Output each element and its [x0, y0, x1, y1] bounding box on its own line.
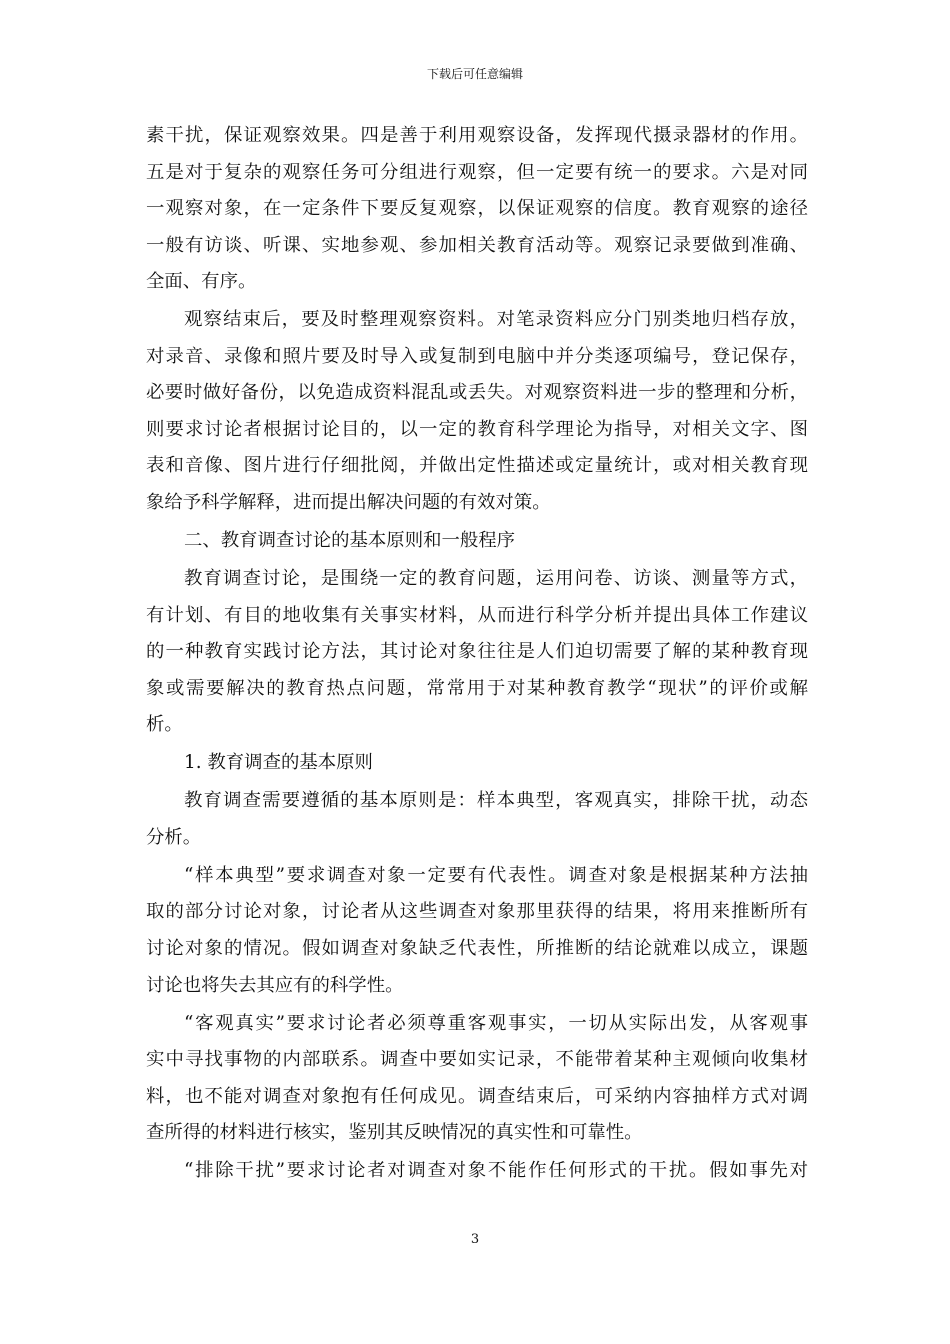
text-line: 料，也不能对调查对象抱有任何成见。调查结束后，可采纳内容抽样方式对调	[146, 1085, 808, 1107]
text-line: 一般有访谈、听课、实地参观、参加相关教育活动等。观察记录要做到准确、	[146, 234, 808, 256]
text-line: 全面、有序。	[146, 271, 257, 293]
text-line: 析。	[146, 714, 183, 736]
text-line: 素干扰，保证观察效果。四是善于利用观察设备，发挥现代摄录器材的作用。	[146, 125, 808, 146]
text-line: 取的部分讨论对象，讨论者从这些调查对象那里获得的结果，将用来推断所有	[146, 901, 808, 923]
text-line: 教育调查讨论，是围绕一定的教育问题，运用问卷、访谈、测量等方式，	[184, 568, 808, 590]
section-heading: 二、教育调查讨论的基本原则和一般程序	[184, 530, 516, 552]
text-line: 教育调查需要遵循的基本原则是：样本典型，客观真实，排除干扰，动态	[184, 790, 808, 812]
text-line: 观察结束后，要及时整理观察资料。对笔录资料应分门别类地归档存放，	[184, 309, 808, 331]
subsection-heading: 1. 教育调查的基本原则	[184, 752, 373, 774]
text-line: “客观真实”要求讨论者必须尊重客观事实，一切从实际出发，从客观事	[184, 1012, 808, 1034]
document-body	[146, 118, 808, 1190]
text-line: 对录音、录像和照片要及时导入或复制到电脑中并分类逐项编号，登记保存，	[146, 345, 808, 367]
page-number: 3	[470, 1232, 480, 1247]
text-line: 讨论也将失去其应有的科学性。	[146, 974, 404, 996]
text-line: 象给予科学解释，进而提出解决问题的有效对策。	[146, 491, 551, 513]
text-line: “排除干扰”要求讨论者对调查对象不能作任何形式的干扰。假如事先对	[184, 1160, 808, 1182]
text-line: 实中寻找事物的内部联系。调查中要如实记录，不能带着某种主观倾向收集材	[146, 1049, 808, 1071]
text-line: 必要时做好备份，以免造成资料混乱或丢失。对观察资料进一步的整理和分析，	[146, 382, 808, 404]
text-line: 分析。	[146, 826, 202, 848]
text-line: 表和音像、图片进行仔细批阅，并做出定性描述或定量统计，或对相关教育现	[146, 455, 808, 477]
text-line: 的一种教育实践讨论方法，其讨论对象往往是人们迫切需要了解的某种教育现	[146, 641, 808, 663]
text-line: 讨论对象的情况。假如调查对象缺乏代表性，所推断的结论就难以成立，课题	[146, 938, 808, 960]
text-line: “样本典型”要求调查对象一定要有代表性。调查对象是根据某种方法抽	[184, 864, 808, 886]
text-line: 则要求讨论者根据讨论目的，以一定的教育科学理论为指导，对相关文字、图	[146, 418, 808, 440]
text-line: 象或需要解决的教育热点问题，常常用于对某种教育教学“现状”的评价或解	[146, 677, 808, 699]
page-header: 下载后可任意编辑	[426, 67, 523, 81]
text-line: 查所得的材料进行核实，鉴别其反映情况的真实性和可靠性。	[146, 1122, 643, 1144]
text-line: 五是对于复杂的观察任务可分组进行观察，但一定要有统一的要求。六是对同	[146, 161, 808, 183]
text-line: 有计划、有目的地收集有关事实材料，从而进行科学分析并提出具体工作建议	[146, 604, 808, 626]
text-line: 一观察对象，在一定条件下要反复观察，以保证观察的信度。教育观察的途径	[146, 198, 808, 220]
